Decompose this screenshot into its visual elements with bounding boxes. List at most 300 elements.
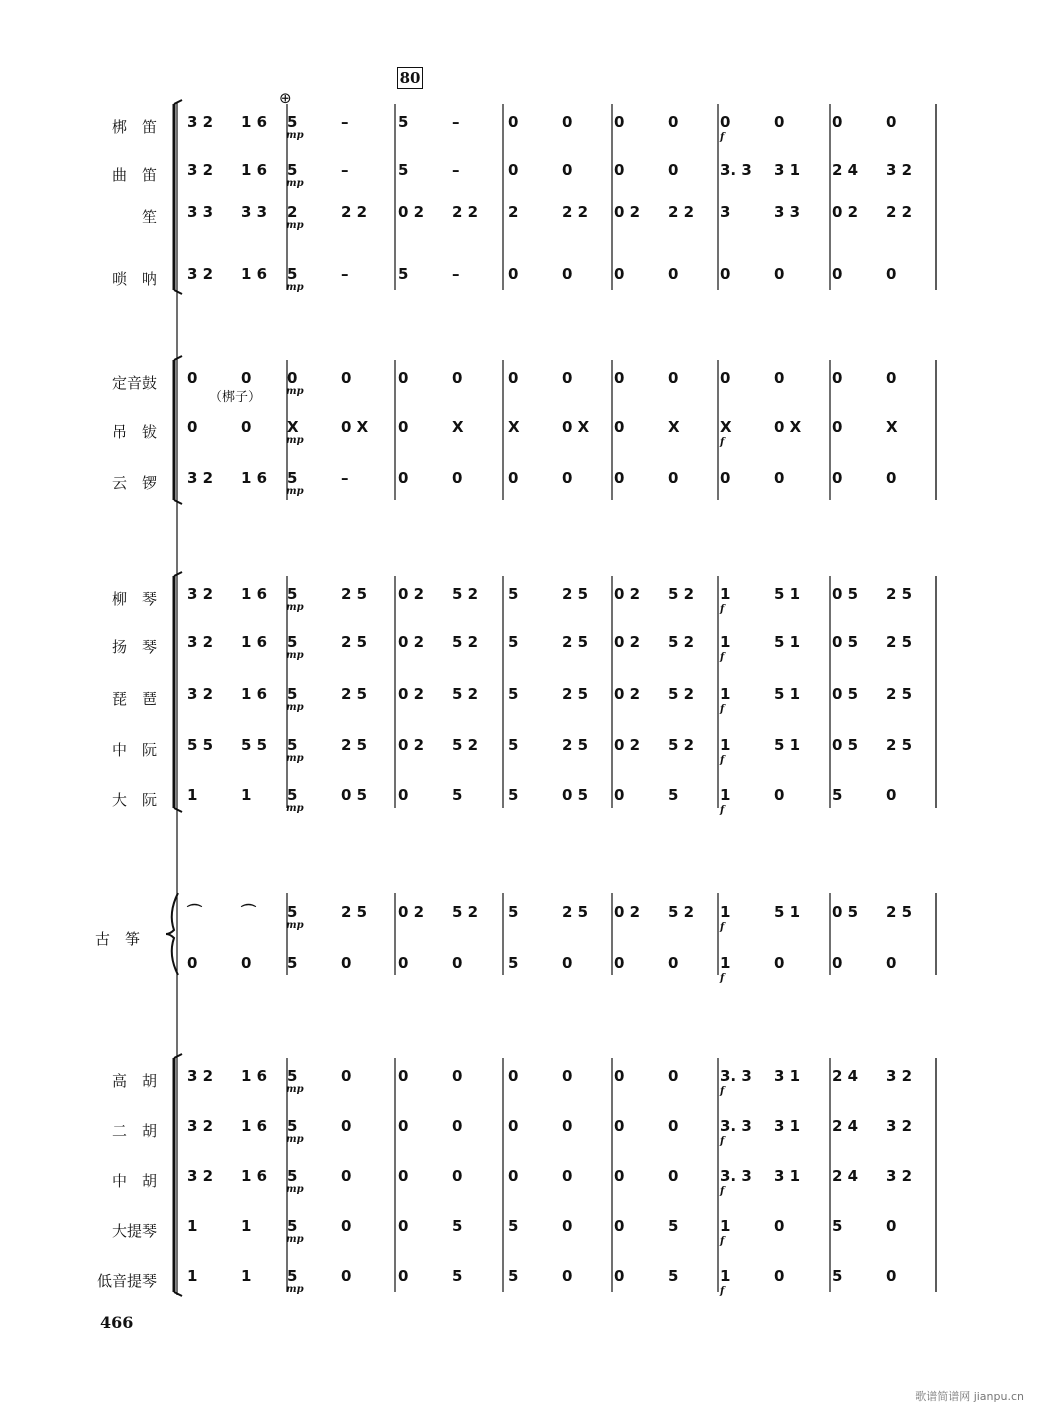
note-cell: 0 xyxy=(886,469,897,487)
dynamic-mark: mp xyxy=(286,282,304,293)
note-cell: 1 6 xyxy=(241,685,268,703)
note-cell: 2 2 xyxy=(452,203,479,221)
note-cell: 0 xyxy=(774,265,785,283)
note-cell: 3 xyxy=(720,203,731,221)
note-cell: 0 xyxy=(341,1267,352,1285)
note-cell: 0 xyxy=(562,113,573,131)
note-cell: 1 xyxy=(720,1267,731,1285)
dynamic-mark: mp xyxy=(286,435,304,446)
note-cell: 1 xyxy=(241,786,252,804)
note-cell: 5 2 xyxy=(668,585,695,603)
staff-label: 中 胡 xyxy=(111,1172,157,1190)
note-cell: 2 2 xyxy=(886,203,913,221)
note-cell: 0 xyxy=(398,469,409,487)
coda-icon: ⊕ xyxy=(279,89,292,107)
note-cell: 1 xyxy=(720,1217,731,1235)
note-cell: 5 2 xyxy=(452,585,479,603)
note-cell: 5 xyxy=(287,1217,298,1235)
note-cell: 2 2 xyxy=(341,203,368,221)
note-cell: 0 xyxy=(452,1167,463,1185)
dynamic-mark: mp xyxy=(286,1184,304,1195)
note-cell: 1 6 xyxy=(241,265,268,283)
note-cell: 5 xyxy=(508,736,519,754)
note-cell: 2 2 xyxy=(668,203,695,221)
dynamic-mark: f xyxy=(720,1286,725,1297)
dynamic-mark: mp xyxy=(286,1084,304,1095)
note-cell: 5 1 xyxy=(774,685,801,703)
note-cell: 0 2 xyxy=(614,203,641,221)
note-cell: 5 xyxy=(287,786,298,804)
note-cell: 2 xyxy=(287,203,298,221)
note-cell: 2 xyxy=(508,203,519,221)
note-cell: 0 xyxy=(774,1267,785,1285)
note-cell: 0 xyxy=(562,954,573,972)
note-cell: 0 xyxy=(614,113,625,131)
note-cell: 2 4 xyxy=(832,161,859,179)
note-cell: 0 xyxy=(508,113,519,131)
note-cell: 0 5 xyxy=(832,585,859,603)
note-cell: 0 xyxy=(668,954,679,972)
note-cell: 3 3 xyxy=(187,203,214,221)
note-cell: 0 xyxy=(508,369,519,387)
note-cell: 3. 3 xyxy=(720,1067,752,1085)
dynamic-mark: mp xyxy=(286,920,304,931)
note-cell: 2 5 xyxy=(886,736,913,754)
staff-label: 高 胡 xyxy=(111,1072,157,1090)
note-cell: 0 xyxy=(562,1217,573,1235)
dynamic-mark: f xyxy=(720,652,725,663)
note-cell: 0 xyxy=(287,369,298,387)
note-cell: 3 2 xyxy=(187,685,214,703)
note-cell: 3 2 xyxy=(187,113,214,131)
note-cell: 5 xyxy=(287,265,298,283)
dynamic-mark: mp xyxy=(286,803,304,814)
dynamic-mark: f xyxy=(720,922,725,933)
note-cell: 3 1 xyxy=(774,1167,801,1185)
dynamic-mark: mp xyxy=(286,1134,304,1145)
note-cell: 0 xyxy=(398,786,409,804)
note-cell: 3 3 xyxy=(241,203,268,221)
note-cell: 0 xyxy=(720,369,731,387)
bracket-hook xyxy=(174,572,182,576)
watermark: 歌谱简谱网 jianpu.cn xyxy=(915,1390,1024,1403)
note-cell: 5 xyxy=(287,469,298,487)
note-cell: 0 2 xyxy=(614,685,641,703)
note-cell: 5 xyxy=(287,1067,298,1085)
note-cell: 0 xyxy=(452,1067,463,1085)
note-cell: 0 xyxy=(452,1117,463,1135)
note-cell: 2 5 xyxy=(886,585,913,603)
note-cell: 0 xyxy=(241,954,252,972)
note-cell: – xyxy=(452,161,460,179)
rehearsal-mark: 80 xyxy=(397,67,423,89)
staff-label: 大 阮 xyxy=(111,791,157,809)
note-cell: 0 xyxy=(886,1267,897,1285)
note-cell: 5 xyxy=(287,736,298,754)
note-cell: 5 2 xyxy=(668,633,695,651)
note-cell: 0 xyxy=(508,1067,519,1085)
note-cell: 3 2 xyxy=(187,1067,214,1085)
note-cell: 0 xyxy=(614,1267,625,1285)
note-cell: 2 5 xyxy=(562,633,589,651)
note-cell: 2 5 xyxy=(886,685,913,703)
staff-label: 曲 笛 xyxy=(111,166,157,184)
note-cell: 0 xyxy=(508,1167,519,1185)
note-cell: 2 5 xyxy=(341,903,368,921)
note-cell: 2 5 xyxy=(562,685,589,703)
note-cell: 0 2 xyxy=(614,585,641,603)
note-cell: X xyxy=(886,418,898,436)
note-cell: 5 xyxy=(508,585,519,603)
note-cell: 5 2 xyxy=(668,685,695,703)
note-cell: 0 xyxy=(886,786,897,804)
note-cell: 5 2 xyxy=(452,903,479,921)
note-cell: 5 xyxy=(832,1267,843,1285)
note-cell: 1 6 xyxy=(241,585,268,603)
note-cell: 5 2 xyxy=(668,903,695,921)
note-cell: 0 2 xyxy=(614,633,641,651)
note-cell: 5 5 xyxy=(187,736,214,754)
note-cell: 2 4 xyxy=(832,1117,859,1135)
note-cell: 2 5 xyxy=(341,585,368,603)
staff-label: 扬 琴 xyxy=(111,638,157,656)
note-cell: 0 5 xyxy=(832,633,859,651)
note-cell: 0 xyxy=(398,1067,409,1085)
note-cell: 0 xyxy=(187,954,198,972)
note-cell: 0 xyxy=(341,1217,352,1235)
note-cell: 2 4 xyxy=(832,1067,859,1085)
note-cell: 0 xyxy=(774,954,785,972)
note-cell: X xyxy=(720,418,732,436)
note-cell: 0 xyxy=(886,954,897,972)
note-cell: 5 xyxy=(508,1217,519,1235)
note-cell: 0 xyxy=(886,1217,897,1235)
note-cell: 0 xyxy=(398,1167,409,1185)
note-cell: 1 6 xyxy=(241,161,268,179)
dynamic-mark: f xyxy=(720,437,725,448)
note-cell: 3 2 xyxy=(187,469,214,487)
note-cell: 0 xyxy=(508,161,519,179)
page-number: 466 xyxy=(100,1313,134,1332)
note-cell: 0 2 xyxy=(614,903,641,921)
note-cell: 5 xyxy=(287,585,298,603)
note-cell: 5 5 xyxy=(241,736,268,754)
note-cell: 0 xyxy=(562,369,573,387)
note-cell: 5 xyxy=(668,1217,679,1235)
staff-label: 吊 钹 xyxy=(111,423,157,441)
note-cell: 0 xyxy=(832,469,843,487)
dynamic-mark: mp xyxy=(286,702,304,713)
staff-label: 唢 呐 xyxy=(111,270,157,288)
note-cell: 0 xyxy=(668,265,679,283)
note-cell: 2 2 xyxy=(562,203,589,221)
note-cell: 0 5 xyxy=(832,685,859,703)
note-cell: 5 1 xyxy=(774,633,801,651)
note-cell: 3 2 xyxy=(187,1167,214,1185)
note-cell: – xyxy=(341,265,349,283)
note-cell: ⌒ xyxy=(187,903,203,921)
staff-label: 云 锣 xyxy=(111,474,157,492)
note-cell: 2 4 xyxy=(832,1167,859,1185)
note-cell: 3 3 xyxy=(774,203,801,221)
note-cell: 0 xyxy=(614,954,625,972)
note-cell: 3. 3 xyxy=(720,1117,752,1135)
note-cell: 0 xyxy=(614,786,625,804)
dynamic-mark: mp xyxy=(286,220,304,231)
note-cell: 0 5 xyxy=(562,786,589,804)
note-cell: 1 xyxy=(720,736,731,754)
note-cell: X xyxy=(452,418,464,436)
dynamic-mark: mp xyxy=(286,178,304,189)
note-cell: 0 xyxy=(668,469,679,487)
note-cell: 5 2 xyxy=(452,633,479,651)
note-cell: 1 xyxy=(720,954,731,972)
note-cell: 0 xyxy=(562,265,573,283)
staff-label: 低音提琴 xyxy=(96,1272,157,1290)
note-cell: 0 xyxy=(398,1217,409,1235)
note-cell: 3. 3 xyxy=(720,1167,752,1185)
note-cell: 0 2 xyxy=(398,736,425,754)
note-cell: X xyxy=(508,418,520,436)
note-cell: 0 xyxy=(614,1117,625,1135)
note-cell: 0 xyxy=(562,161,573,179)
note-cell: 0 X xyxy=(341,418,369,436)
note-cell: 0 xyxy=(398,954,409,972)
note-cell: 0 xyxy=(720,265,731,283)
staff-label: 琵 琶 xyxy=(111,690,157,708)
note-cell: 5 xyxy=(668,786,679,804)
note-cell: 3 2 xyxy=(187,161,214,179)
note-cell: 5 xyxy=(287,954,298,972)
dynamic-mark: f xyxy=(720,805,725,816)
dynamic-mark: mp xyxy=(286,753,304,764)
note-cell: 5 xyxy=(508,685,519,703)
note-cell: 0 xyxy=(720,469,731,487)
note-cell: 0 xyxy=(774,1217,785,1235)
note-cell: 0 xyxy=(720,113,731,131)
note-cell: 0 2 xyxy=(398,685,425,703)
note-cell: 1 xyxy=(720,786,731,804)
note-cell: 5 xyxy=(508,786,519,804)
note-cell: 3 2 xyxy=(187,1117,214,1135)
note-cell: 2 5 xyxy=(886,633,913,651)
note-cell: 0 xyxy=(341,1167,352,1185)
note-cell: 0 xyxy=(562,1067,573,1085)
note-cell: 0 xyxy=(452,469,463,487)
dynamic-mark: mp xyxy=(286,602,304,613)
note-cell: 0 xyxy=(562,1267,573,1285)
note-cell: 3 1 xyxy=(774,1067,801,1085)
note-cell: 1 xyxy=(241,1267,252,1285)
brace-icon xyxy=(166,893,178,975)
dynamic-mark: mp xyxy=(286,486,304,497)
note-cell: 0 2 xyxy=(398,903,425,921)
note-cell: 0 5 xyxy=(832,903,859,921)
dynamic-mark: f xyxy=(720,1136,725,1147)
bracket-hook xyxy=(174,1054,182,1058)
note-cell: X xyxy=(287,418,299,436)
note-cell: 0 xyxy=(398,369,409,387)
note-cell: 5 xyxy=(832,1217,843,1235)
note-cell: 1 xyxy=(720,903,731,921)
note-cell: 5 xyxy=(832,786,843,804)
note-cell: 0 2 xyxy=(832,203,859,221)
note-cell: 5 xyxy=(452,1267,463,1285)
dynamic-mark: mp xyxy=(286,386,304,397)
note-cell: 5 xyxy=(668,1267,679,1285)
note-cell: 0 2 xyxy=(614,736,641,754)
note-cell: 0 xyxy=(398,418,409,436)
note-cell: 5 xyxy=(508,1267,519,1285)
note-cell: 0 xyxy=(774,469,785,487)
note-cell: 1 xyxy=(720,633,731,651)
dynamic-mark: f xyxy=(720,1236,725,1247)
staff-label: 大提琴 xyxy=(111,1222,157,1240)
note-cell: 0 xyxy=(187,369,198,387)
note-cell: 0 xyxy=(614,1217,625,1235)
dynamic-mark: f xyxy=(720,604,725,615)
note-cell: 5 2 xyxy=(668,736,695,754)
dynamic-mark: f xyxy=(720,973,725,984)
note-cell: 3 1 xyxy=(774,1117,801,1135)
note-cell: 0 xyxy=(341,1117,352,1135)
note-cell: 0 xyxy=(668,1167,679,1185)
note-cell: 0 xyxy=(508,469,519,487)
bracket-hook xyxy=(174,100,182,104)
note-cell: – xyxy=(341,469,349,487)
note-cell: 0 xyxy=(562,1117,573,1135)
note-cell: 0 xyxy=(508,265,519,283)
note-cell: 0 xyxy=(774,786,785,804)
staff-label: 柳 琴 xyxy=(111,590,157,608)
note-cell: 3 2 xyxy=(886,1117,913,1135)
note-cell: 3 2 xyxy=(886,1067,913,1085)
percussion-note: （梆子） xyxy=(209,390,262,405)
note-cell: – xyxy=(341,161,349,179)
note-cell: 0 2 xyxy=(398,633,425,651)
note-cell: 5 xyxy=(508,954,519,972)
note-cell: 3 2 xyxy=(886,1167,913,1185)
note-cell: 2 5 xyxy=(562,736,589,754)
note-cell: 0 xyxy=(832,113,843,131)
note-cell: 1 xyxy=(720,585,731,603)
note-cell: 5 xyxy=(287,1167,298,1185)
note-cell: – xyxy=(341,113,349,131)
note-cell: 5 xyxy=(287,633,298,651)
note-cell: 0 xyxy=(614,1067,625,1085)
staff-label: 古 筝 xyxy=(94,930,140,948)
note-cell: 5 2 xyxy=(452,685,479,703)
note-cell: 0 xyxy=(668,1067,679,1085)
note-cell: 0 xyxy=(668,369,679,387)
note-cell: 1 xyxy=(187,786,198,804)
note-cell: 5 xyxy=(398,161,409,179)
note-cell: 0 xyxy=(886,369,897,387)
dynamic-mark: f xyxy=(720,1086,725,1097)
bracket-hook xyxy=(174,808,182,812)
note-cell: 0 xyxy=(452,369,463,387)
note-cell: 5 xyxy=(287,685,298,703)
note-cell: 2 5 xyxy=(562,903,589,921)
bracket-hook xyxy=(174,290,182,294)
dynamic-mark: mp xyxy=(286,1284,304,1295)
staff-label: 中 阮 xyxy=(111,741,157,759)
note-cell: 5 xyxy=(287,113,298,131)
note-cell: 0 xyxy=(341,369,352,387)
note-cell: 1 xyxy=(241,1217,252,1235)
dynamic-mark: f xyxy=(720,132,725,143)
staff-label: 梆 笛 xyxy=(111,118,157,136)
note-cell: 5 xyxy=(452,786,463,804)
note-cell: 5 xyxy=(287,1267,298,1285)
note-cell: 2 5 xyxy=(341,685,368,703)
note-cell: 1 6 xyxy=(241,1167,268,1185)
note-cell: 5 xyxy=(287,161,298,179)
note-cell: 0 xyxy=(398,1267,409,1285)
note-cell: 0 xyxy=(886,113,897,131)
note-cell: 0 xyxy=(241,369,252,387)
note-cell: 5 1 xyxy=(774,585,801,603)
note-cell: 1 6 xyxy=(241,633,268,651)
note-cell: 0 X xyxy=(774,418,802,436)
note-cell: 5 xyxy=(452,1217,463,1235)
note-cell: 3. 3 xyxy=(720,161,752,179)
note-cell: 0 xyxy=(832,369,843,387)
note-cell: 5 xyxy=(398,113,409,131)
dynamic-mark: f xyxy=(720,755,725,766)
note-cell: 0 xyxy=(508,1117,519,1135)
note-cell: 5 xyxy=(287,1117,298,1135)
dynamic-mark: mp xyxy=(286,650,304,661)
note-cell: 0 X xyxy=(562,418,590,436)
note-cell: 0 2 xyxy=(398,585,425,603)
note-cell: 2 5 xyxy=(341,633,368,651)
bracket-hook xyxy=(174,500,182,504)
note-cell: 0 5 xyxy=(341,786,368,804)
dynamic-mark: f xyxy=(720,704,725,715)
note-cell: 0 xyxy=(668,1117,679,1135)
note-cell: 0 xyxy=(341,954,352,972)
note-cell: 5 2 xyxy=(452,736,479,754)
note-cell: ⌒ xyxy=(241,903,257,921)
note-cell: 1 6 xyxy=(241,1067,268,1085)
note-cell: 3 2 xyxy=(187,633,214,651)
staff-label: 笙 xyxy=(141,208,157,226)
note-cell: 0 xyxy=(562,1167,573,1185)
note-cell: 0 xyxy=(562,469,573,487)
note-cell: 0 xyxy=(886,265,897,283)
note-cell: 0 xyxy=(774,113,785,131)
note-cell: 3 2 xyxy=(187,265,214,283)
note-cell: 0 xyxy=(774,369,785,387)
note-cell: 5 xyxy=(508,633,519,651)
note-cell: 0 xyxy=(614,265,625,283)
note-cell: 0 xyxy=(614,418,625,436)
dynamic-mark: f xyxy=(720,1186,725,1197)
note-cell: 0 xyxy=(187,418,198,436)
note-cell: 0 xyxy=(832,418,843,436)
note-cell: 5 xyxy=(287,903,298,921)
bracket-hook xyxy=(174,356,182,360)
note-cell: – xyxy=(452,113,460,131)
note-cell: 1 6 xyxy=(241,113,268,131)
note-cell: 5 1 xyxy=(774,736,801,754)
note-cell: 0 xyxy=(241,418,252,436)
note-cell: 0 xyxy=(614,369,625,387)
note-cell: 0 5 xyxy=(832,736,859,754)
note-cell: 1 xyxy=(187,1217,198,1235)
note-cell: 2 5 xyxy=(886,903,913,921)
